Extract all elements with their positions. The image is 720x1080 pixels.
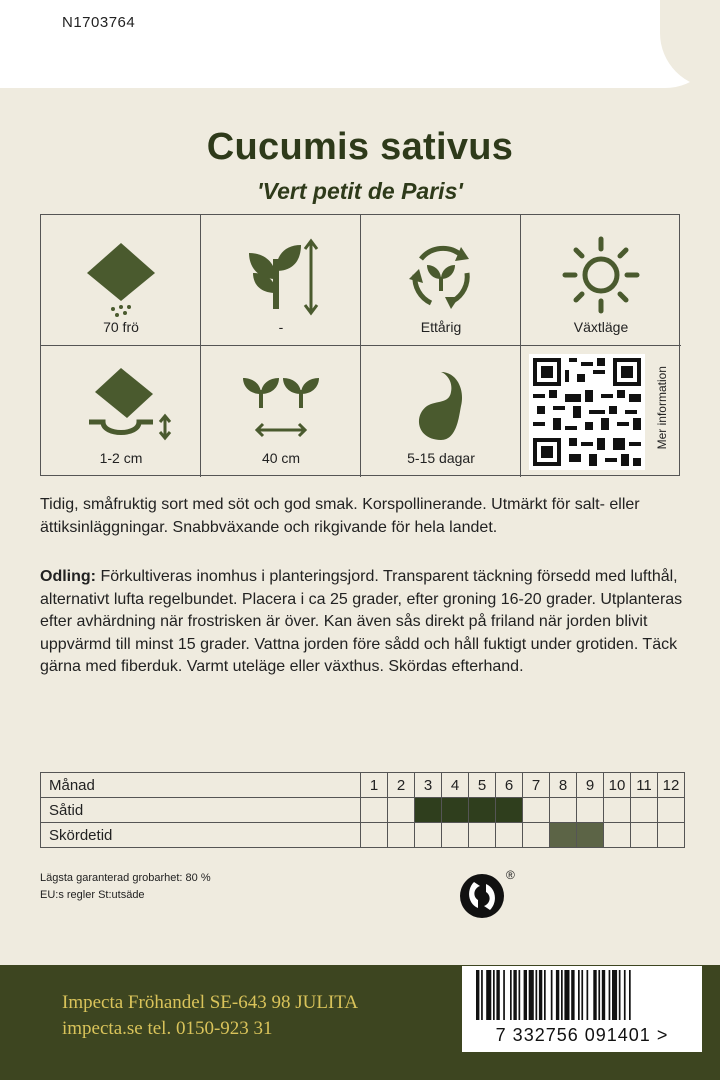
barcode-bar — [513, 970, 516, 1022]
month-7: 7 — [523, 773, 550, 798]
cultivation-section — [40, 566, 688, 679]
month-1: 1 — [361, 773, 388, 798]
calendar-cell — [469, 823, 496, 848]
calendar-cell — [631, 823, 658, 848]
seed-packet-icon — [41, 229, 201, 319]
germination-cell — [361, 346, 521, 477]
month-9: 9 — [577, 773, 604, 798]
seed-count-label: 70 frö — [103, 319, 139, 335]
calendar-cell — [442, 823, 469, 848]
seed-count-cell — [41, 215, 201, 346]
barcode-bar — [496, 970, 499, 1022]
green-dot-recycling-icon — [458, 872, 506, 920]
barcode-number: 7 332756 091401 > — [462, 1020, 702, 1050]
calendar-cell — [577, 798, 604, 823]
calendar-cell — [658, 823, 685, 848]
sowing-row — [41, 798, 685, 823]
row-label: Skördetid — [41, 823, 361, 848]
calendar-cell — [631, 798, 658, 823]
sowing-calendar — [40, 772, 685, 848]
month-6: 6 — [496, 773, 523, 798]
lifecycle-label: Ettårig — [420, 319, 462, 335]
calendar-cell — [361, 823, 388, 848]
barcode-bar — [519, 970, 521, 1022]
barcode-bar — [602, 970, 605, 1022]
annual-cycle-icon — [361, 229, 521, 319]
eu-rules-note: EU:s regler St:utsäde — [40, 889, 145, 901]
plant-spacing-label: 40 cm — [261, 450, 301, 466]
sowing-depth-label: 1-2 cm — [99, 450, 143, 466]
barcode-bar — [612, 970, 617, 1022]
calendar-cell — [388, 823, 415, 848]
barcode-bar — [598, 970, 600, 1022]
germination-time-label: 5-15 dagar — [407, 450, 475, 466]
barcode-bar — [539, 970, 542, 1022]
plant-spacing-icon — [201, 360, 361, 450]
sowing-depth-icon — [41, 360, 201, 450]
plant-height-cell — [201, 215, 361, 346]
sowing-depth-cell — [41, 346, 201, 477]
calendar-cell — [658, 798, 685, 823]
month-10: 10 — [604, 773, 631, 798]
annual-cell — [361, 215, 521, 346]
barcode-bar — [481, 970, 483, 1022]
calendar-cell — [604, 798, 631, 823]
variety-subtitle: 'Vert petit de Paris' — [257, 178, 463, 204]
barcode-bar — [486, 970, 491, 1022]
barcode-bar — [609, 970, 611, 1022]
calendar-cell — [523, 823, 550, 848]
plant-height-label: - — [278, 319, 284, 335]
location-cell — [521, 215, 681, 346]
species-title: Cucumis sativus — [206, 126, 514, 168]
barcode-bar — [510, 970, 512, 1022]
month-header: Månad — [41, 773, 361, 798]
calendar-cell — [496, 798, 523, 823]
calendar-cell — [361, 798, 388, 823]
barcode-bar — [551, 970, 553, 1022]
barcode-bar — [619, 970, 621, 1022]
barcode-bar — [571, 970, 574, 1022]
barcode-bar — [578, 970, 580, 1022]
company-address: Impecta Fröhandel SE-643 98 JULITA — [62, 992, 359, 1013]
more-info-label: Mer information — [655, 366, 669, 450]
barcode-bar — [503, 970, 505, 1022]
company-contact: impecta.se tel. 0150-923 31 — [62, 1018, 273, 1039]
qr-cell — [521, 346, 681, 477]
calendar-header-row — [41, 773, 685, 798]
barcode-bar — [564, 970, 569, 1022]
cultivation-text: Förkultiveras inomhus i planteringsjord. Transparent täckning försedd med lufthål, alternativt lufta regelbundet. Placera i ca 25 grader, efter groning 16-20 grader. Utplanteras efter avhärdning när frostrisken är över. Kan även sås direkt på friland när jorden blivit uppvärmd till minst 15 grader. Vattna jorden före sådd och håll fuktigt under grotiden. Täck gärna med fiberduk. Varmt uteläge eller växthus. Skördas efterhand. — [40, 568, 683, 675]
barcode-bar — [561, 970, 563, 1022]
barcode-bar — [556, 970, 559, 1022]
germination-icon — [361, 360, 521, 450]
calendar-cell — [415, 798, 442, 823]
barcode-bar — [629, 970, 631, 1022]
info-icon-grid — [40, 214, 680, 476]
calendar-cell — [550, 798, 577, 823]
plant-location-label: Växtläge — [573, 319, 629, 335]
month-3: 3 — [415, 773, 442, 798]
article-number: N1703764 — [62, 14, 136, 31]
harvest-row — [41, 823, 685, 848]
calendar-cell — [550, 823, 577, 848]
calendar-cell — [604, 823, 631, 848]
row-label: Såtid — [41, 798, 361, 823]
calendar-cell — [388, 798, 415, 823]
barcode-bar — [529, 970, 534, 1022]
barcode-bar — [476, 970, 479, 1022]
calendar-cell — [496, 823, 523, 848]
qr-code-icon[interactable] — [529, 354, 645, 470]
plant-height-icon — [201, 229, 361, 319]
month-4: 4 — [442, 773, 469, 798]
description-text: Tidig, småfruktig sort med söt och god smak. Korspollinerande. Utmärkt för salt- eller ättiksinläggningar. Snabbväxande och rikgivande för hela landet. — [40, 496, 640, 536]
barcode-bar — [587, 970, 589, 1022]
calendar-cell — [442, 798, 469, 823]
barcode-bar — [536, 970, 538, 1022]
barcode-bar — [581, 970, 583, 1022]
barcode-bar — [593, 970, 596, 1022]
month-12: 12 — [658, 773, 685, 798]
barcode-bar — [624, 970, 626, 1022]
month-5: 5 — [469, 773, 496, 798]
calendar-cell — [577, 823, 604, 848]
month-2: 2 — [388, 773, 415, 798]
barcode-bar — [493, 970, 495, 1022]
plant-spacing-cell — [201, 346, 361, 477]
registered-mark: ® — [506, 868, 515, 882]
calendar-cell — [415, 823, 442, 848]
calendar-cell — [469, 798, 496, 823]
month-8: 8 — [550, 773, 577, 798]
sun-icon — [521, 229, 681, 319]
cultivation-heading: Odling: — [40, 568, 96, 585]
barcode-bar — [544, 970, 546, 1022]
barcode-bars — [462, 966, 702, 1022]
calendar-cell — [523, 798, 550, 823]
germination-guarantee: Lägsta garanterad grobarhet: 80 % — [40, 872, 211, 884]
barcode-bar — [524, 970, 527, 1022]
month-11: 11 — [631, 773, 658, 798]
